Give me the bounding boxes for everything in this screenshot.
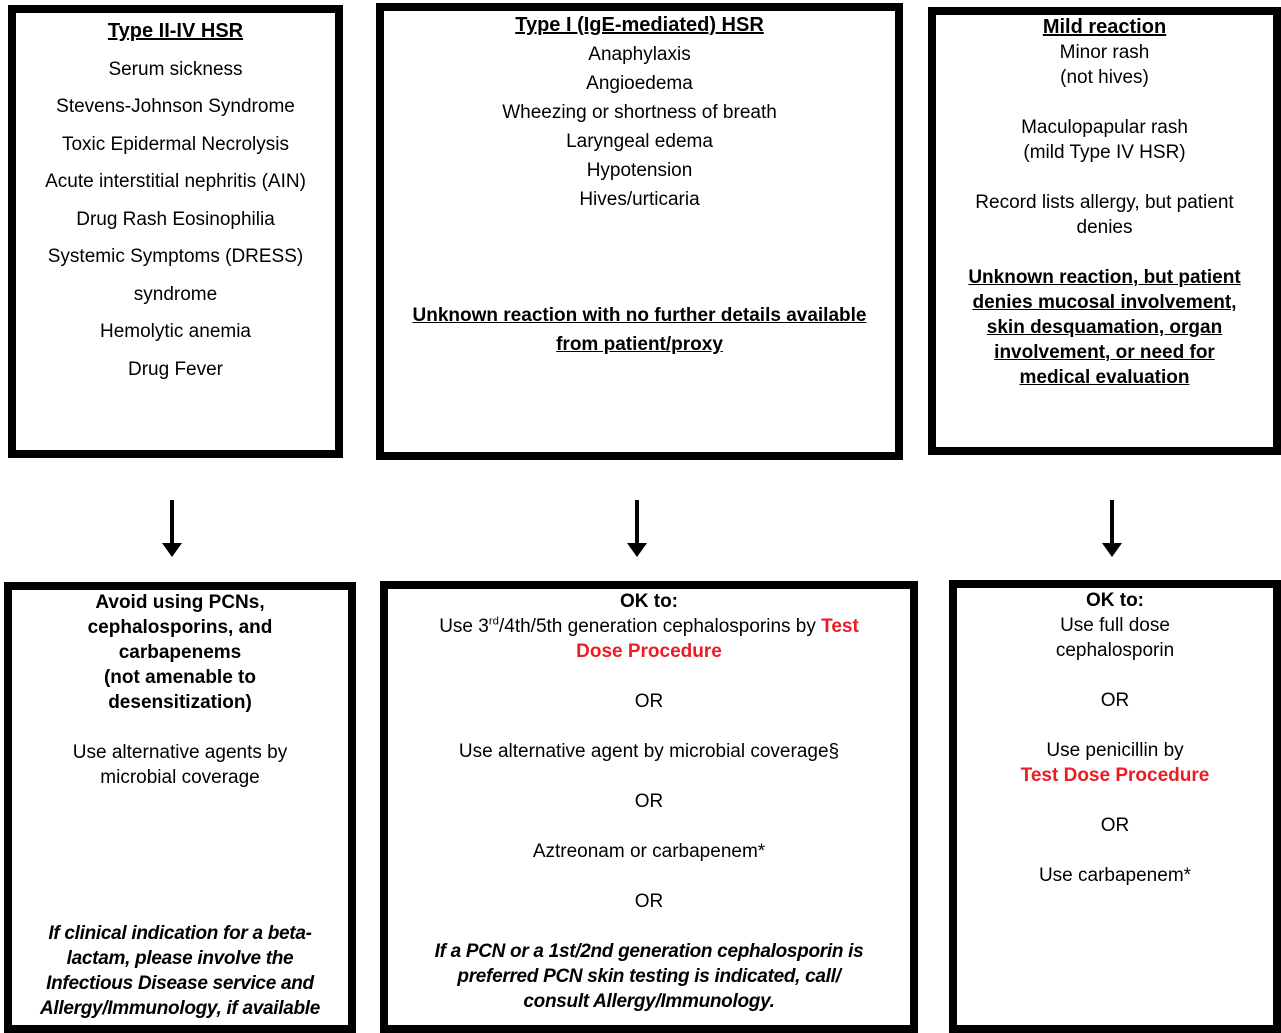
list-item: Drug Rash Eosinophilia — [76, 208, 275, 230]
option-text: Use 3 — [439, 616, 489, 637]
spacer — [388, 814, 910, 839]
test-dose-procedure-text: Test Dose Procedure — [1020, 765, 1210, 786]
or-separator: OR — [1100, 690, 1130, 711]
list-item: Hemolytic anemia — [100, 321, 251, 342]
arrow-shaft — [170, 500, 174, 543]
cephalosporin-option — [388, 614, 910, 639]
unknown-reaction-note: Unknown reaction with no further details available — [412, 305, 867, 326]
list-item: (not hives) — [1060, 67, 1149, 88]
spacer — [957, 663, 1273, 688]
penicillin-option: Use penicillin by — [1046, 740, 1184, 761]
unknown-reaction-note: denies mucosal involvement, — [972, 292, 1237, 313]
avoid-heading: carbapenems — [118, 642, 242, 663]
consult-note — [12, 921, 348, 1021]
list-item: Serum sickness — [108, 58, 243, 80]
aztreonam-option: Aztreonam or carbapenem* — [532, 841, 766, 862]
mild-reaction-box — [928, 7, 1281, 455]
avoid-heading: cephalosporins, and — [87, 617, 273, 638]
list-item: Maculopapular rash — [1021, 117, 1188, 138]
spacer — [12, 715, 348, 740]
arrow-head — [1102, 543, 1122, 557]
box-title: Mild reaction — [1042, 16, 1167, 38]
list-item: Acute interstitial nephritis (AIN) — [45, 171, 306, 192]
list-item: Wheezing or shortness of breath — [502, 102, 777, 123]
unknown-reaction-note: Unknown reaction, but patient — [968, 267, 1241, 288]
list-item: denies — [1076, 217, 1133, 238]
spacer — [936, 90, 1273, 115]
or-separator: OR — [634, 791, 664, 812]
list-item: Hypotension — [586, 160, 693, 181]
consult-note-line: Infectious Disease service and — [46, 973, 314, 994]
skin-testing-note-line: preferred PCN skin testing is indicated, call/ — [457, 966, 841, 987]
ordinal-superscript: rd — [488, 615, 499, 628]
down-arrow-icon — [162, 500, 182, 557]
skin-testing-note-line: If a PCN or a 1st/2nd generation cephalosporin is — [434, 941, 864, 962]
spacer — [936, 240, 1273, 265]
unknown-reaction-note: medical evaluation — [1019, 367, 1190, 388]
or-separator: OR — [634, 691, 664, 712]
test-dose-procedure-text: Test — [821, 616, 859, 637]
list-item: Hives/urticaria — [579, 189, 700, 210]
spacer — [388, 664, 910, 689]
spacer — [388, 864, 910, 889]
box-title: Type I (IgE-mediated) HSR — [515, 14, 764, 36]
alternative-agent-option: Use alternative agent by microbial coverage§ — [458, 741, 840, 762]
list-item: Laryngeal edema — [566, 131, 713, 152]
spacer — [388, 914, 910, 939]
arrow-shaft — [635, 500, 639, 543]
list-item: Record lists allergy, but patient — [975, 192, 1234, 213]
consult-note-line: Allergy/Immunology, if available — [39, 998, 321, 1019]
list-item: Systemic Symptoms (DRESS) — [47, 246, 304, 267]
spacer — [384, 214, 895, 301]
spacer — [936, 165, 1273, 190]
avoid-heading: (not amenable to — [103, 667, 256, 688]
list-item: Minor rash — [1059, 42, 1150, 63]
spacer — [388, 764, 910, 789]
list-item: Angioedema — [586, 73, 693, 94]
unknown-reaction-note: skin desquamation, organ — [986, 317, 1223, 338]
spacer — [388, 714, 910, 739]
alternative-agents-text: Use alternative agents by — [72, 742, 288, 763]
list-item: syndrome — [133, 283, 218, 305]
avoid-heading: Avoid using PCNs, — [95, 592, 265, 613]
alternative-agents-text: microbial coverage — [100, 767, 260, 788]
down-arrow-icon — [1102, 500, 1122, 557]
full-dose-option: cephalosporin — [1055, 640, 1175, 661]
spacer — [957, 838, 1273, 863]
avoid-heading: desensitization) — [108, 692, 252, 713]
type-i-ige-hsr-box — [376, 3, 903, 460]
test-dose-procedure-text: Dose Procedure — [576, 641, 722, 662]
consult-note-line: If clinical indication for a beta- — [48, 923, 312, 944]
carbapenem-option: Use carbapenem* — [1038, 865, 1192, 886]
consult-note-line: lactam, please involve the — [66, 948, 294, 969]
down-arrow-icon — [627, 500, 647, 557]
list-item: Drug Fever — [127, 358, 224, 380]
skin-testing-note-line: consult Allergy/Immunology. — [523, 991, 775, 1012]
full-dose-option: Use full dose — [1060, 615, 1170, 636]
unknown-reaction-note: from patient/proxy — [556, 334, 723, 355]
spacer — [957, 713, 1273, 738]
option-text: /4th/5th generation cephalosporins by — [498, 616, 822, 637]
arrow-head — [627, 543, 647, 557]
ok-to-heading: OK to: — [619, 591, 679, 612]
avoid-beta-lactams-box — [4, 582, 356, 1033]
list-item: (mild Type IV HSR) — [1023, 142, 1186, 163]
type-i-treatment-box — [380, 581, 918, 1033]
list-item: Stevens-Johnson Syndrome — [56, 96, 295, 117]
spacer — [957, 788, 1273, 813]
mild-reaction-treatment-box — [949, 580, 1281, 1033]
or-separator: OR — [634, 891, 664, 912]
arrow-head — [162, 543, 182, 557]
type-ii-iv-hsr-box — [8, 5, 343, 458]
unknown-reaction-note: involvement, or need for — [994, 342, 1215, 363]
box-title: Type II-IV HSR — [107, 20, 244, 42]
ok-to-heading: OK to: — [1085, 590, 1145, 611]
list-item: Toxic Epidermal Necrolysis — [61, 133, 289, 155]
or-separator: OR — [1100, 815, 1130, 836]
list-item: Anaphylaxis — [588, 44, 691, 65]
arrow-shaft — [1110, 500, 1114, 543]
